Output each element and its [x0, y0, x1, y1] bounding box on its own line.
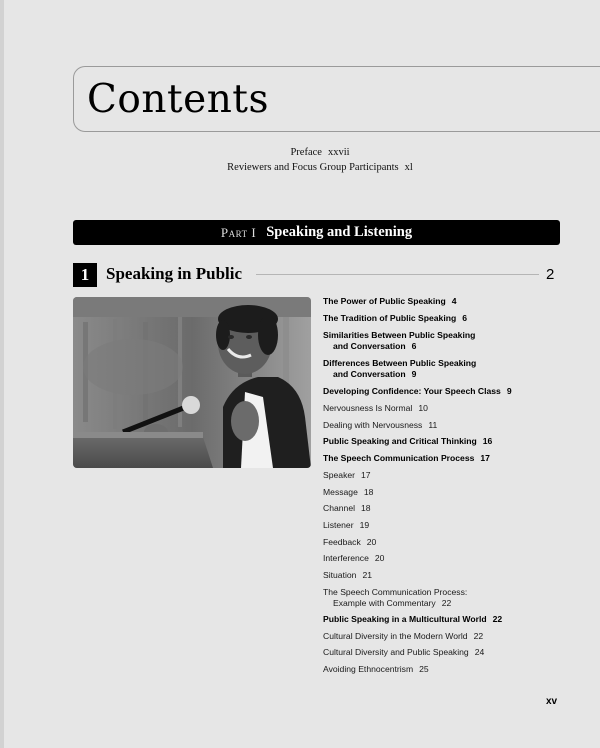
toc-entry-page: 9	[506, 386, 512, 396]
contents-title-box	[73, 66, 600, 132]
toc-entry-title: Differences Between Public Speaking	[323, 358, 477, 368]
toc-entry-title-cont: and Conversation	[333, 341, 406, 351]
toc-entry-page: 4	[451, 296, 457, 306]
toc-entry-title: Message	[323, 487, 358, 497]
toc-entry-title: Developing Confidence: Your Speech Class	[323, 386, 501, 396]
part-label: Part I	[220, 224, 257, 240]
toc-entry-page: 21	[362, 570, 373, 580]
chapter-photo	[73, 297, 311, 468]
toc-entry-page: 6	[462, 313, 467, 323]
toc-entry[interactable]	[323, 614, 573, 625]
toc-entry[interactable]	[323, 553, 573, 564]
toc-entry-title: Interference	[323, 553, 369, 563]
toc-entry-title: The Power of Public Speaking	[323, 296, 446, 306]
chapter-number: 1	[73, 263, 97, 287]
toc-entry-title: Listener	[323, 520, 354, 530]
toc-entry[interactable]	[323, 470, 573, 481]
toc-entry[interactable]	[323, 436, 573, 447]
page-edge	[0, 0, 4, 748]
toc-entry-page: 25	[419, 664, 429, 674]
front-matter-preface[interactable]	[0, 147, 600, 158]
toc-entry-page: 11	[428, 420, 438, 430]
chapter-title[interactable]: Speaking in Public	[106, 264, 243, 283]
toc-entry-page: 22	[492, 614, 503, 624]
toc-entry-title: Nervousness Is Normal	[323, 403, 413, 413]
toc-entry-title: Channel	[323, 503, 356, 513]
toc-entry[interactable]	[323, 631, 573, 642]
toc-entry-page: 6	[411, 341, 417, 351]
toc-entry-title-cont: Example with Commentary	[333, 598, 436, 608]
toc-entry[interactable]	[323, 330, 573, 352]
part-banner	[73, 220, 560, 245]
chapter-rule	[256, 274, 539, 275]
toc-entry-title: Feedback	[323, 537, 361, 547]
toc-entry[interactable]	[323, 664, 573, 675]
toc-entry-title-cont: and Conversation	[333, 369, 406, 379]
toc-entry-page: 17	[361, 470, 371, 480]
toc-entry[interactable]	[323, 487, 573, 498]
toc-entry[interactable]	[323, 403, 573, 414]
toc-entry-page: 10	[418, 403, 428, 413]
toc-entry[interactable]	[323, 570, 573, 581]
front-matter-label: Reviewers and Focus Group Participants	[227, 162, 399, 173]
toc-entry-title: The Speech Communication Process:	[323, 587, 468, 597]
toc-entry-page: 18	[361, 503, 371, 513]
toc-entry-page: 20	[366, 537, 377, 547]
front-matter-page: xl	[404, 162, 413, 173]
toc-entry[interactable]	[323, 296, 573, 307]
toc-entry[interactable]	[323, 420, 573, 431]
chapter-page-number: 2	[546, 266, 555, 283]
toc-entry-page: 16	[482, 436, 493, 446]
toc-entry-page: 20	[374, 553, 385, 563]
page-folio: xv	[546, 696, 558, 707]
part-title: Speaking and Listening	[266, 224, 413, 240]
toc-entry-page: 9	[411, 369, 417, 379]
toc-entry[interactable]	[323, 313, 573, 324]
toc-entry-title: Similarities Between Public Speaking	[323, 330, 476, 340]
toc-entry-title: The Tradition of Public Speaking	[323, 313, 457, 323]
toc-entry-title: Cultural Diversity in the Modern World	[323, 631, 468, 641]
front-matter-reviewers[interactable]	[0, 162, 600, 173]
toc-entry-page: 22	[441, 598, 452, 608]
toc-entry-title: Cultural Diversity and Public Speaking	[323, 647, 469, 657]
toc-entry-title: Situation	[323, 570, 357, 580]
front-matter-label: Preface	[290, 147, 322, 158]
toc-entry[interactable]	[323, 520, 573, 531]
page-title: Contents	[87, 77, 269, 122]
toc-entry[interactable]	[323, 358, 573, 380]
toc-entry-page: 19	[359, 520, 370, 530]
front-matter-page: xxvii	[327, 147, 350, 158]
toc-entry[interactable]	[323, 453, 573, 464]
toc-entry-page: 24	[474, 647, 485, 657]
toc-entry-title: Public Speaking in a Multicultural World	[323, 614, 487, 624]
toc-entry-title: Public Speaking and Critical Thinking	[323, 436, 477, 446]
toc-entry-title: Speaker	[323, 470, 356, 480]
toc-entry[interactable]	[323, 587, 573, 609]
toc-entry[interactable]	[323, 537, 573, 548]
toc-entry[interactable]	[323, 503, 573, 514]
toc-entry[interactable]	[323, 647, 573, 658]
toc-entry[interactable]	[323, 386, 573, 397]
toc-entry-title: The Speech Communication Process	[323, 453, 475, 463]
toc-entry-page: 17	[480, 453, 490, 463]
toc-entry-page: 22	[473, 631, 484, 641]
toc-entry-title: Dealing with Nervousness	[323, 420, 423, 430]
toc-entry-page: 18	[363, 487, 374, 497]
toc-entry-title: Avoiding Ethnocentrism	[323, 664, 414, 674]
